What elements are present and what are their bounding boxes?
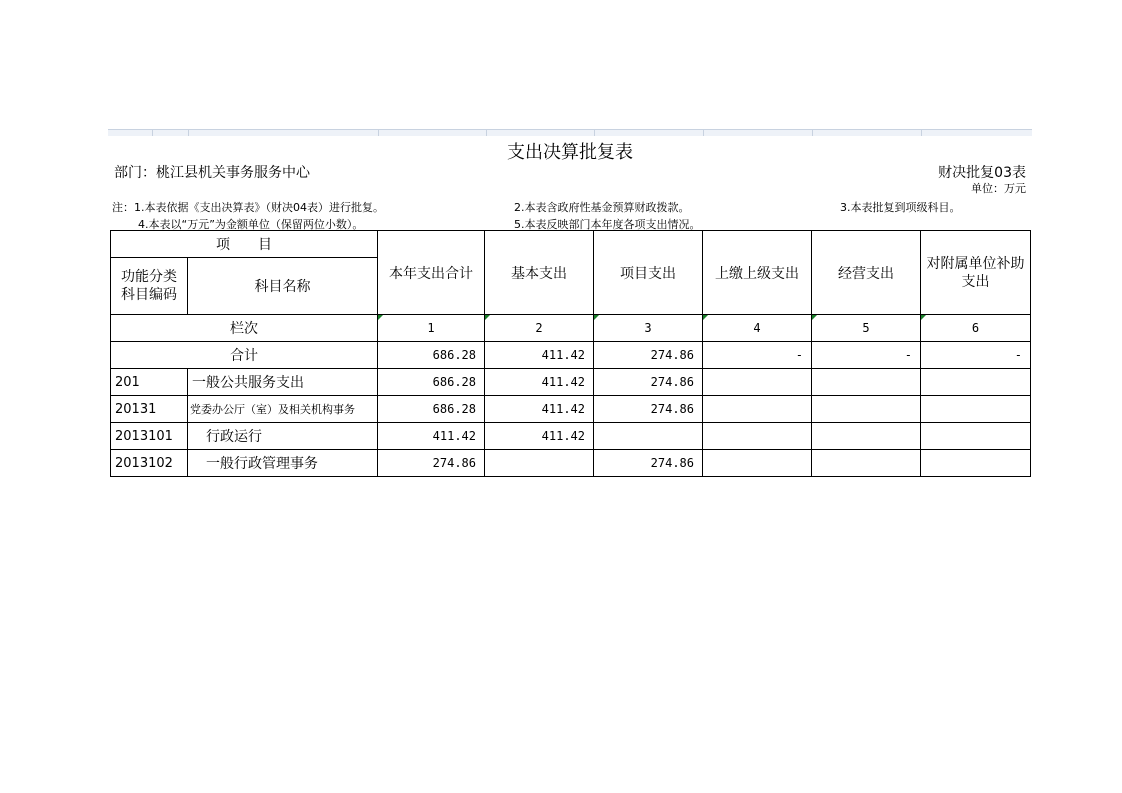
header-project: 项目支出 [594, 231, 703, 315]
note-5: 5.本表反映部门本年度各项支出情况。 [514, 218, 701, 231]
column-index: 1 [378, 315, 485, 342]
cell-value [812, 423, 921, 450]
note-4: 4.本表以“万元”为金额单位（保留两位小数）。 [138, 218, 364, 231]
table-row [111, 423, 1031, 450]
report-title: 支出决算批复表 [507, 142, 633, 163]
subject-code: 2013102 [111, 450, 188, 477]
total-value: 274.86 [594, 342, 703, 369]
total-label: 合计 [111, 342, 378, 369]
cell-value: 686.28 [378, 369, 485, 396]
expenditure-table [110, 230, 1031, 477]
column-index: 6 [921, 315, 1031, 342]
cell-value [703, 396, 812, 423]
cell-value: 411.42 [378, 423, 485, 450]
cell-value: 686.28 [378, 396, 485, 423]
department-label: 部门：桃江县机关事务服务中心 [114, 165, 310, 181]
cell-value [703, 450, 812, 477]
subject-name: 行政运行 [188, 423, 378, 450]
cell-value: 274.86 [594, 396, 703, 423]
cell-value [812, 369, 921, 396]
cell-value: 411.42 [485, 369, 594, 396]
header-subject-name: 科目名称 [188, 258, 378, 315]
header-upper: 上缴上级支出 [703, 231, 812, 315]
table-row [111, 369, 1031, 396]
subject-code: 201 [111, 369, 188, 396]
header-total: 本年支出合计 [378, 231, 485, 315]
total-value: 686.28 [378, 342, 485, 369]
cell-value [812, 450, 921, 477]
cell-value [921, 423, 1031, 450]
cell-value [921, 369, 1031, 396]
cell-value [703, 423, 812, 450]
subject-name: 党委办公厅（室）及相关机构事务 [188, 396, 378, 423]
total-value: 411.42 [485, 342, 594, 369]
subject-name: 一般公共服务支出 [188, 369, 378, 396]
total-value: - [812, 342, 921, 369]
total-value: - [703, 342, 812, 369]
subject-code: 2013101 [111, 423, 188, 450]
total-row [111, 342, 1031, 369]
note-1: 注：1.本表依据《支出决算表》（财决04表）进行批复。 [112, 201, 384, 214]
header-basic: 基本支出 [485, 231, 594, 315]
cell-value [703, 369, 812, 396]
table-row [111, 450, 1031, 477]
column-index: 2 [485, 315, 594, 342]
table-row [111, 396, 1031, 423]
cell-value [921, 450, 1031, 477]
cell-value [485, 450, 594, 477]
form-code: 财决批复03表 [938, 165, 1026, 181]
cell-value: 411.42 [485, 423, 594, 450]
column-index-label: 栏次 [111, 315, 378, 342]
subject-name: 一般行政管理事务 [188, 450, 378, 477]
column-header-strip [108, 129, 1032, 136]
header-item: 项 目 [111, 231, 378, 258]
cell-value: 274.86 [594, 369, 703, 396]
unit-label: 单位：万元 [971, 182, 1026, 195]
note-3: 3.本表批复到项级科目。 [840, 201, 961, 214]
header-subsidy: 对附属单位补助支出 [921, 231, 1031, 315]
cell-value: 274.86 [378, 450, 485, 477]
note-2: 2.本表含政府性基金预算财政拨款。 [514, 201, 690, 214]
header-func-code: 功能分类科目编码 [111, 258, 188, 315]
cell-value: 411.42 [485, 396, 594, 423]
column-index: 5 [812, 315, 921, 342]
cell-value [812, 396, 921, 423]
cell-value [594, 423, 703, 450]
cell-value: 274.86 [594, 450, 703, 477]
total-value: - [921, 342, 1031, 369]
column-index-row [111, 315, 1031, 342]
header-operating: 经营支出 [812, 231, 921, 315]
cell-value [921, 396, 1031, 423]
subject-code: 20131 [111, 396, 188, 423]
column-index: 4 [703, 315, 812, 342]
column-index: 3 [594, 315, 703, 342]
